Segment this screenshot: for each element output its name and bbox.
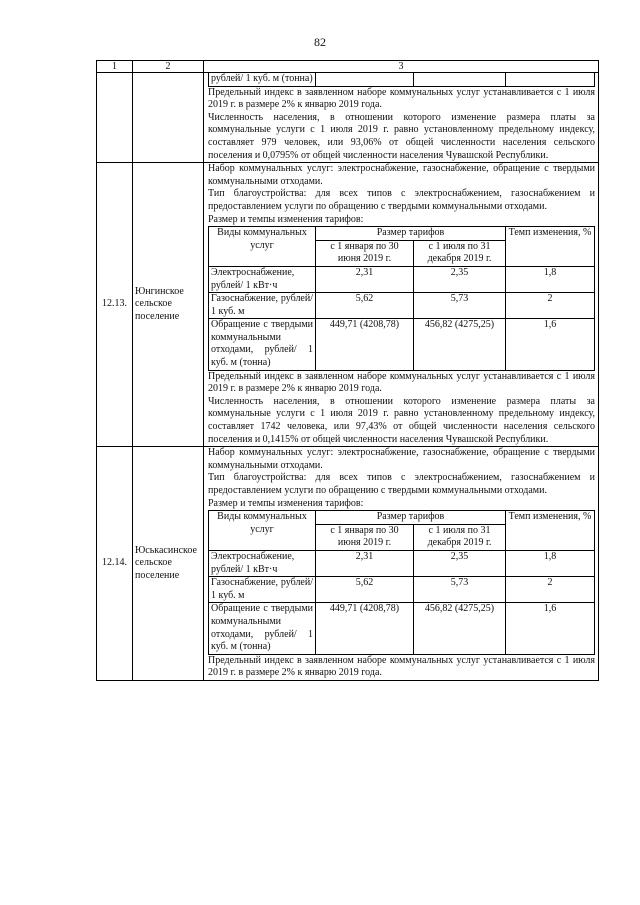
service-name: рублей/ 1 куб. м (тонна) (209, 73, 316, 86)
change-rate: 1,6 (506, 603, 595, 654)
section-row (97, 447, 599, 681)
tariff-period-1: 5,62 (316, 577, 414, 603)
head-tariff-size: Размер тарифов (316, 227, 506, 241)
improvement-type-text: Тип благоустройства: для всех типов с электроснабжением, газоснабжением и предоставлением услуги по обращению с твердыми коммунальными отходами. (208, 188, 595, 212)
tariff-head-row (209, 227, 595, 241)
tariff-row (209, 293, 595, 319)
tariff-period-1: 449,71 (4208,78) (316, 319, 414, 370)
limit-index-text: Предельный индекс в заявленном наборе коммунальных услуг устанавливается с 1 июля 2019 г. в размере 2% к январю 2019 года. (208, 370, 595, 395)
header-row (97, 61, 599, 73)
tariff-period-2: 456,82 (4275,25) (414, 603, 506, 654)
head-change-rate: Темп изменения, % (506, 227, 595, 267)
change-rate: 2 (506, 577, 595, 603)
service-set-text: Набор коммунальных услуг: электроснабжение, газоснабжение, обращение с твердыми коммунальными отходами. (208, 447, 595, 471)
tariff-size-label: Размер и темпы изменения тарифов: (208, 213, 364, 225)
head-change-rate: Темп изменения, % (506, 511, 595, 551)
service-name: Газоснабжение, рублей/ 1 куб. м (209, 577, 316, 603)
tariff-row (209, 603, 595, 654)
tariff-period-1: 2,31 (316, 266, 414, 292)
empty-cell (506, 73, 595, 86)
section-number: 12.13. (97, 163, 133, 447)
empty-cell (414, 73, 506, 86)
head-period-2: с 1 июля по 31 декабря 2019 г. (414, 240, 506, 266)
section-number: 12.14. (97, 447, 133, 681)
section-row (97, 163, 599, 447)
locality-name (133, 73, 204, 163)
section-number (97, 73, 133, 163)
tariff-period-2: 5,73 (414, 577, 506, 603)
tariff-period-1: 5,62 (316, 293, 414, 319)
section-content (204, 73, 599, 163)
change-rate: 1,8 (506, 550, 595, 576)
section-continuation (97, 73, 599, 163)
section-content (204, 163, 599, 447)
population-text: Численность населения, в отношении которого изменение размера платы за коммунальные услуги с 1 июля 2019 г. равно установленному предельному индексу, составляет 1742 человека, или 97,43% от общей численности населения сельского поселения и 0,1415% от общей численности населения Чувашской Республики. (208, 395, 595, 445)
tariff-table (208, 510, 595, 655)
improvement-type-text: Тип благоустройства: для всех типов с электроснабжением, газоснабжением и предоставлением услуги по обращению с твердыми коммунальными отходами. (208, 472, 595, 496)
service-name: Обращение с твердыми коммунальными отходами, рублей/ 1 куб. м (тонна) (209, 603, 316, 654)
tariff-table-fragment (208, 73, 595, 87)
tariff-row (209, 73, 595, 86)
limit-index-text: Предельный индекс в заявленном наборе коммунальных услуг устанавливается с 1 июля 2019 г. в размере 2% к январю 2019 года. (208, 654, 595, 679)
change-rate: 2 (506, 293, 595, 319)
head-service-kinds: Виды коммунальных услуг (209, 511, 316, 551)
header-col-2: 2 (133, 61, 204, 73)
tariff-table (208, 226, 595, 371)
tariff-period-1: 2,31 (316, 550, 414, 576)
tariff-head-row (209, 511, 595, 525)
tariff-size-label: Размер и темпы изменения тарифов: (208, 497, 364, 509)
limit-index-text: Предельный индекс в заявленном наборе коммунальных услуг устанавливается с 1 июля 2019 г. в размере 2% к январю 2019 года. (208, 86, 595, 111)
section-content (204, 447, 599, 681)
service-name: Обращение с твердыми коммунальными отходами, рублей/ 1 куб. м (тонна) (209, 319, 316, 370)
change-rate: 1,8 (506, 266, 595, 292)
locality-name: Юськасинское сельское поселение (133, 447, 204, 681)
population-text: Численность населения, в отношении которого изменение размера платы за коммунальные услуги с 1 июля 2019 г. равно установленному предельному индексу, составляет 979 человек, или 93,06% от общей численности населения сельского поселения и 0,0795% от общей численности населения Чувашской Республики. (208, 111, 595, 161)
head-tariff-size: Размер тарифов (316, 511, 506, 525)
tariff-row (209, 266, 595, 292)
empty-cell (316, 73, 414, 86)
page-number: 82 (314, 35, 326, 49)
service-name: Электроснабжение, рублей/ 1 кВт·ч (209, 266, 316, 292)
head-period-1: с 1 января по 30 июня 2019 г. (316, 240, 414, 266)
head-service-kinds: Виды коммунальных услуг (209, 227, 316, 267)
service-name: Электроснабжение, рублей/ 1 кВт·ч (209, 550, 316, 576)
locality-name: Юнгинское сельское поселение (133, 163, 204, 447)
tariff-period-2: 2,35 (414, 266, 506, 292)
head-period-1: с 1 января по 30 июня 2019 г. (316, 524, 414, 550)
header-col-3: 3 (204, 61, 599, 73)
service-name: Газоснабжение, рублей/ 1 куб. м (209, 293, 316, 319)
tariff-period-2: 5,73 (414, 293, 506, 319)
tariff-period-2: 456,82 (4275,25) (414, 319, 506, 370)
tariff-period-1: 449,71 (4208,78) (316, 603, 414, 654)
tariff-row (209, 319, 595, 370)
tariff-row (209, 550, 595, 576)
tariff-row (209, 577, 595, 603)
header-col-1: 1 (97, 61, 133, 73)
change-rate: 1,6 (506, 319, 595, 370)
head-period-2: с 1 июля по 31 декабря 2019 г. (414, 524, 506, 550)
service-set-text: Набор коммунальных услуг: электроснабжение, газоснабжение, обращение с твердыми коммунальными отходами. (208, 163, 595, 187)
tariff-document-table (96, 60, 599, 681)
tariff-period-2: 2,35 (414, 550, 506, 576)
